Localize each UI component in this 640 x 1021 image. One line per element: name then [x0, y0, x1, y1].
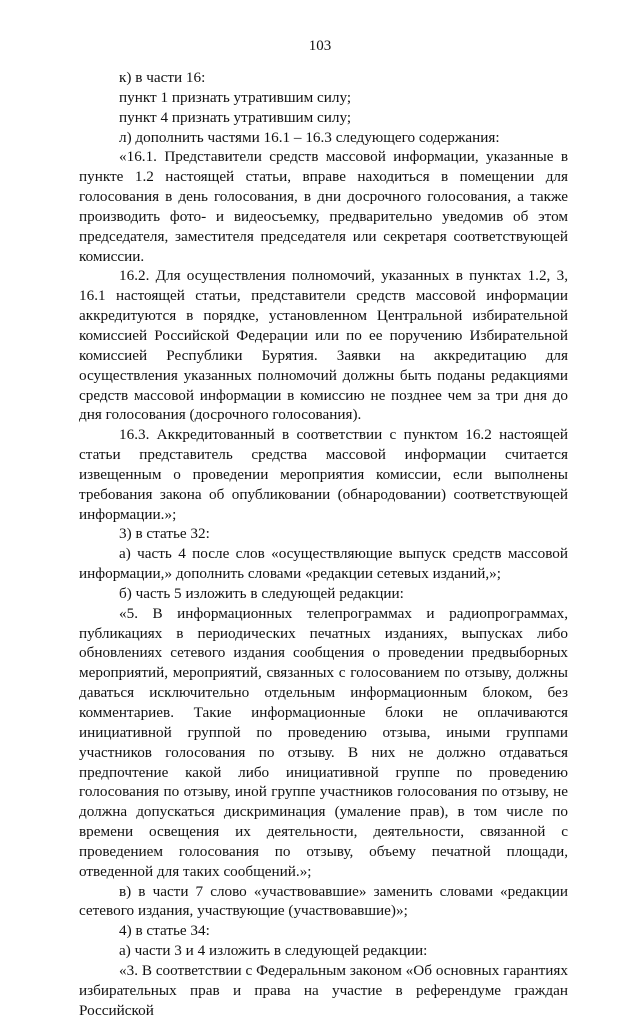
paragraph: «5. В информационных телепрограммах и радиопрограммах, публикациях в периодических печатных изданиях, выпусках либо обновлениях сетевого издания сообщения о проведении предвыборных мероприятий, мероприятий, связанных с голосованием по отзыву, должны даваться исключительно отдельным информационным блоком, без комментариев. Такие информационные блоки не оплачиваются инициативной группой по проведению отзыва, иными группами участников голосования по отзыву. В них не должно отдаваться предпочтение какой либо инициативной группе по проведению голосования по отзыву, иной группе участников голосования по отзыву, не должна допускаться дискриминация (умаление прав), в том числе по времени освещения их деятельности, деятельности, связанной с проведением голосования по отзыву, объему печатной площади, отведенной для таких сообщений.»; [79, 604, 568, 880]
paragraph: 16.2. Для осуществления полномочий, указанных в пунктах 1.2, 3, 16.1 настоящей статьи, представители средств массовой информации аккредитуются в порядке, установленном Центральной избирательной комиссией Российской Федерации или по ее поручению Избирательной комиссией Республики Бурятия. Заявки на аккредитацию для осуществления указанных полномочий должны быть поданы редакциями средств массовой информации в комиссию не позднее чем за три дня до дня голосования (досрочного голосования). [79, 267, 568, 424]
paragraph: а) часть 4 после слов «осуществляющие выпуск средств массовой информации,» дополнить словами «редакции сетевых изданий,»; [79, 545, 568, 583]
document-body [79, 68, 568, 1021]
paragraph: 4) в статье 34: [119, 922, 210, 940]
paragraph: пункт 1 признать утратившим силу; [119, 88, 352, 106]
paragraph: «16.1. Представители средств массовой информации, указанные в пункте 1.2 настоящей статьи, вправе находиться в помещении для голосования в день голосования, в дни досрочного голосования, а также производить фото- и видеосъемку, предварительно уведомив об этом председателя, заместителя председателя или секретаря соответствующей комиссии. [79, 148, 568, 265]
page-number: 103 [308, 38, 332, 54]
paragraph: л) дополнить частями 16.1 – 16.3 следующего содержания: [119, 128, 500, 146]
paragraph: б) часть 5 изложить в следующей редакции: [119, 584, 404, 602]
paragraph: а) части 3 и 4 изложить в следующей редакции: [119, 942, 428, 960]
paragraph: 16.3. Аккредитованный в соответствии с пунктом 16.2 настоящей статьи представитель средства массовой информации считается извещенным о проведении мероприятия комиссии, если выполнены требования закона об опубликовании (обнародовании) соответствующей информации.»; [79, 426, 568, 523]
paragraph: к) в части 16: [119, 69, 206, 86]
paragraph: «3. В соответствии с Федеральным законом «Об основных гарантиях избирательных прав и права на участие в референдуме граждан Российской [79, 961, 568, 1019]
paragraph: 3) в статье 32: [119, 525, 210, 543]
paragraph: в) в части 7 слово «участвовавшие» заменить словами «редакции сетевого издания, участвующие (участвовавшие)»; [79, 882, 568, 920]
paragraph: пункт 4 признать утратившим силу; [119, 108, 352, 126]
